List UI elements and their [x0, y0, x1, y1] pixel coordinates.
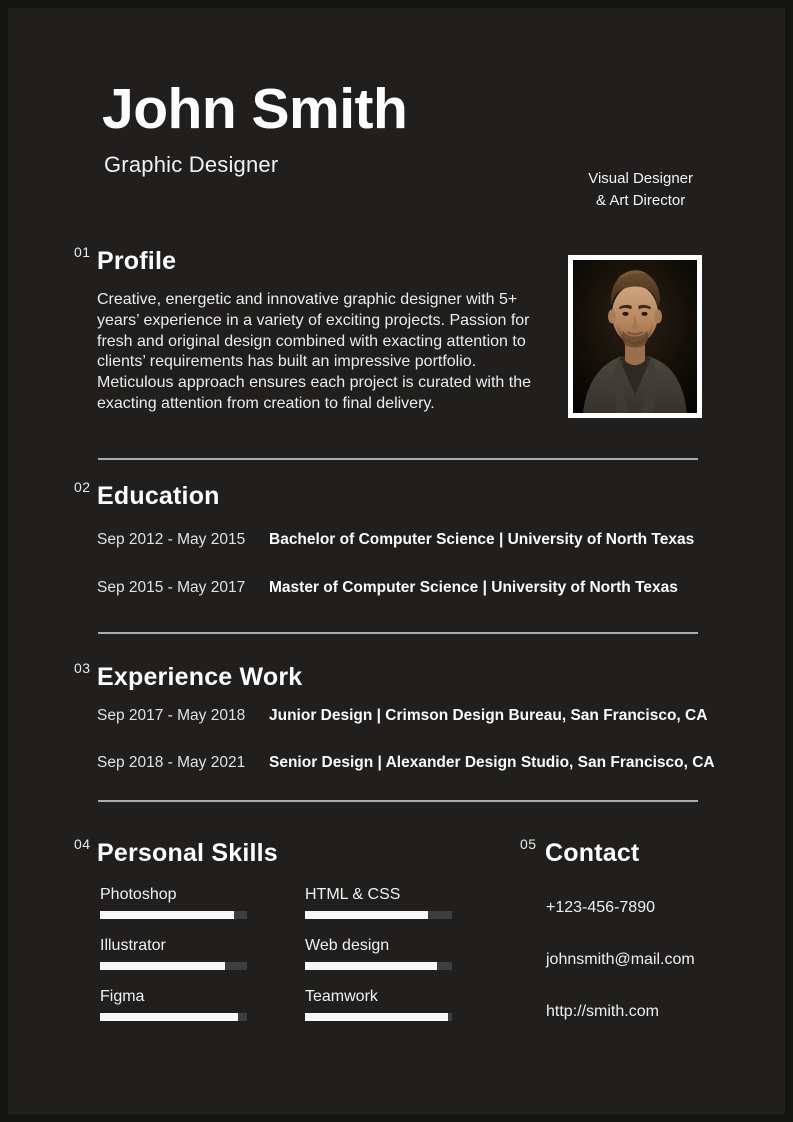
contact-list: [546, 899, 695, 1055]
section-number-contact: 05: [520, 836, 537, 852]
skill-label: Teamwork: [305, 988, 378, 1005]
education-detail: Bachelor of Computer Science | University of North Texas: [269, 531, 695, 548]
experience-row: [97, 707, 737, 725]
section-title-experience: Experience Work: [97, 663, 303, 691]
skill-label: Photoshop: [100, 886, 177, 903]
experience-dates: Sep 2017 - May 2018: [97, 707, 246, 724]
skill-bar-fill: [100, 962, 225, 970]
education-dates: Sep 2012 - May 2015: [97, 531, 246, 548]
profile-photo: [568, 255, 702, 418]
tagline-line-2: & Art Director: [596, 191, 686, 209]
education-dates: Sep 2015 - May 2017: [97, 579, 246, 596]
section-number-experience: 03: [74, 660, 91, 676]
skill-item: [305, 886, 495, 919]
skill-item: [100, 937, 290, 970]
skill-bar-fill: [305, 911, 428, 919]
divider: [98, 632, 698, 634]
skill-item: [305, 988, 495, 1021]
section-title-education: Education: [97, 482, 220, 510]
section-title-skills: Personal Skills: [97, 839, 278, 867]
skill-item: [100, 886, 290, 919]
skill-item: [100, 988, 290, 1021]
section-number-education: 02: [74, 479, 91, 495]
section-number-profile: 01: [74, 244, 91, 260]
skill-label: Illustrator: [100, 937, 166, 954]
skill-label: HTML & CSS: [305, 886, 401, 903]
profile-summary: Creative, energetic and innovative graphic designer with 5+ years’ experience in a variety of exciting projects. Passion for fresh and original design combined with exacting attention to clients’ requirements has built an impressive portfolio. Meticulous approach ensures each project is curated with the exacting attention from creation to final delivery.: [97, 291, 532, 412]
skill-label: Web design: [305, 937, 390, 954]
tagline: [588, 168, 693, 211]
skills-column-left: [100, 886, 290, 1039]
person-role: Graphic Designer: [104, 152, 279, 177]
skill-bar-track: [305, 1013, 452, 1021]
experience-detail: Junior Design | Crimson Design Bureau, San Francisco, CA: [269, 707, 708, 724]
divider: [98, 458, 698, 460]
skill-bar-fill: [305, 962, 437, 970]
skill-bar-track: [100, 911, 247, 919]
skill-bar-fill: [100, 1013, 238, 1021]
section-title-contact: Contact: [545, 839, 640, 867]
skill-bar-track: [305, 911, 452, 919]
contact-website: http://smith.com: [546, 1003, 659, 1020]
divider: [98, 800, 698, 802]
skill-bar-track: [305, 962, 452, 970]
skill-bar-track: [100, 1013, 247, 1021]
education-row: [97, 579, 737, 597]
skill-bar-fill: [100, 911, 234, 919]
section-title-profile: Profile: [97, 247, 177, 275]
tagline-line-1: Visual Designer: [588, 170, 693, 187]
experience-detail: Senior Design | Alexander Design Studio, San Francisco, CA: [269, 754, 715, 771]
experience-dates: Sep 2018 - May 2021: [97, 754, 246, 771]
skills-column-right: [305, 886, 495, 1039]
education-detail: Master of Computer Science | University of North Texas: [269, 579, 678, 596]
section-number-skills: 04: [74, 836, 91, 852]
person-name: John Smith: [102, 77, 408, 141]
contact-phone: +123-456-7890: [546, 899, 655, 916]
portrait-photo-icon: [573, 260, 697, 413]
education-row: [97, 531, 737, 549]
contact-email: johnsmith@mail.com: [546, 951, 695, 968]
experience-row: [97, 754, 737, 772]
skill-item: [305, 937, 495, 970]
skill-bar-track: [100, 962, 247, 970]
skill-label: Figma: [100, 988, 145, 1005]
skill-bar-fill: [305, 1013, 448, 1021]
